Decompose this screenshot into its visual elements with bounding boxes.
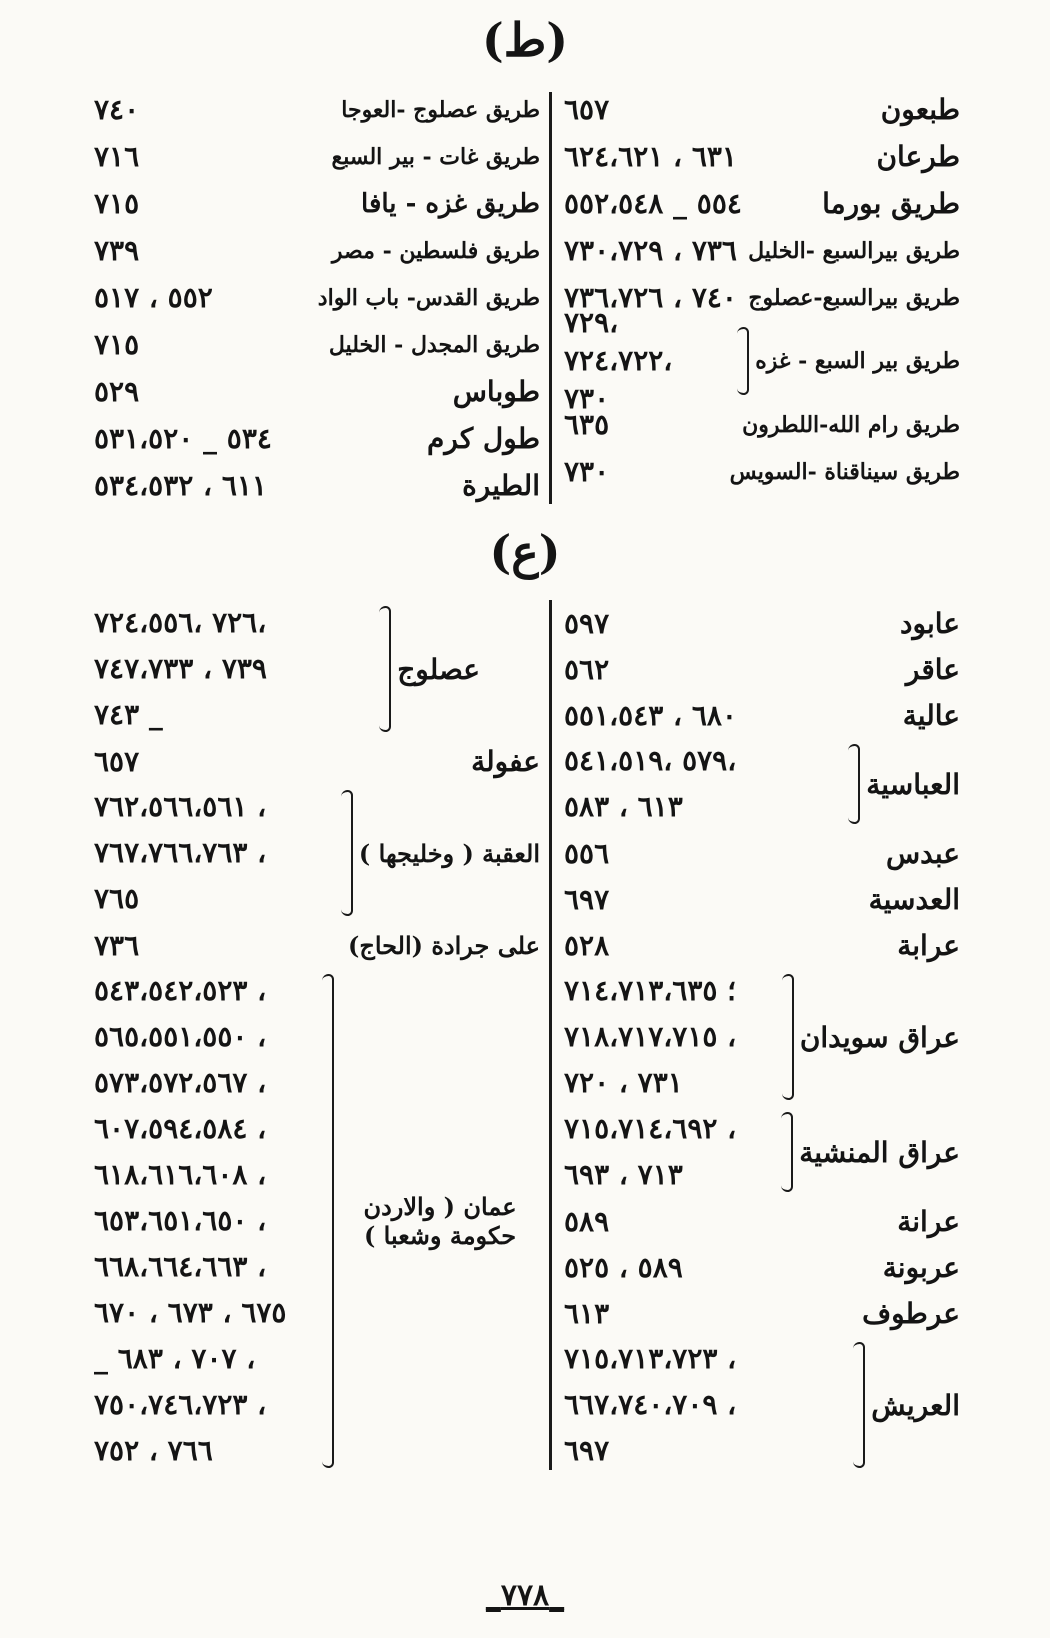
index-pages: ٦١٣ bbox=[564, 1296, 610, 1330]
index-term: عبدس bbox=[885, 836, 960, 870]
brace bbox=[737, 327, 749, 395]
index-pages: _ ٧٤٣ bbox=[94, 698, 163, 731]
index-term: طريق غات - بير السبع bbox=[331, 143, 540, 170]
index-pages: ٥٢٨ bbox=[564, 928, 610, 962]
index-pages: ، ٦٥٣،٦٥١،٦٥٠ bbox=[94, 1204, 267, 1237]
index-pages: ٧٣٦ ، ٧٣٠،٧٢٩ bbox=[564, 234, 737, 267]
index-entry-group bbox=[90, 968, 540, 1474]
index-pages: ، ٦١٨،٦١٦،٦٠٨ bbox=[94, 1158, 267, 1191]
index-term: عفولة bbox=[471, 744, 540, 778]
index-term: عالية bbox=[902, 698, 960, 732]
index-entry-group bbox=[560, 1106, 960, 1198]
index-column-left bbox=[90, 86, 540, 509]
index-entry bbox=[560, 401, 960, 448]
index-term: العباسية bbox=[866, 767, 960, 801]
index-entry bbox=[90, 180, 540, 227]
page-number bbox=[0, 1578, 1050, 1613]
index-term: العقبة ( وخليجها ) bbox=[358, 838, 540, 868]
index-term: عابود bbox=[900, 606, 960, 640]
index-pages: ٧١٥ bbox=[94, 328, 140, 361]
index-term: عرابة bbox=[897, 928, 960, 962]
index-pages: ٧٣٠ bbox=[564, 382, 610, 415]
index-pages: ؛ ٧١٤،٧١٣،٦٣٥ bbox=[564, 974, 737, 1007]
index-pages: ٦٥٧ bbox=[94, 744, 140, 778]
index-entry bbox=[560, 830, 960, 876]
index-entry-group bbox=[90, 600, 540, 738]
index-column-right bbox=[560, 86, 960, 495]
index-entry bbox=[90, 274, 540, 321]
index-entry bbox=[560, 922, 960, 968]
index-pages: ٥٣٤ _ ٥٣١،٥٢٠ bbox=[94, 422, 272, 455]
index-entry bbox=[560, 180, 960, 227]
index-entry bbox=[560, 876, 960, 922]
index-term: طريق سيناقناة -السويس bbox=[729, 458, 960, 485]
index-entry bbox=[560, 86, 960, 133]
index-term: عراق المنشية bbox=[799, 1135, 960, 1169]
index-pages: ، ٧١٨،٧١٧،٧١٥ bbox=[564, 1020, 737, 1053]
index-pages: ٧٣٩ bbox=[94, 234, 140, 267]
index-term: عراق سويدان bbox=[799, 1020, 960, 1054]
index-term: طريق بيرالسبع-عصلوج bbox=[748, 284, 960, 311]
index-entry-group bbox=[90, 784, 540, 922]
index-term: عصلوج bbox=[397, 652, 480, 686]
index-pages: ٦٩٧ bbox=[564, 882, 610, 916]
index-term: الطيرة bbox=[462, 469, 540, 502]
index-term: طريق المجدل - الخليل bbox=[328, 331, 540, 358]
index-entry bbox=[90, 321, 540, 368]
index-pages: ٥٢٩ bbox=[94, 375, 140, 408]
index-term: عمان ( والاردن حكومة وشعبا ) bbox=[363, 1192, 517, 1250]
index-term: طريق غزه - يافا bbox=[361, 188, 540, 219]
index-term: على جرادة (الحاج) bbox=[348, 930, 540, 960]
index-pages: ٦٥٧ bbox=[564, 93, 610, 126]
index-pages: ، ٧١٥،٧١٣،٧٢٣ bbox=[564, 1342, 737, 1375]
index-term: عرانة bbox=[897, 1204, 960, 1238]
brace bbox=[781, 1112, 793, 1192]
index-term: طريق عصلوج -العوجا bbox=[341, 96, 540, 123]
brace bbox=[848, 744, 860, 824]
index-pages: ٦٣٥ bbox=[564, 408, 610, 441]
index-pages: ٥٨٩ bbox=[564, 1204, 610, 1238]
index-entry bbox=[560, 692, 960, 738]
index-pages: ، ٧٥٠،٧٤٦،٧٢٣ bbox=[94, 1388, 267, 1421]
brace bbox=[322, 974, 334, 1468]
index-term: طرعان bbox=[876, 140, 960, 173]
page-number-text: _٧٧٨_ bbox=[485, 1578, 565, 1613]
index-pages: ٥٦٢ bbox=[564, 652, 610, 686]
brace bbox=[853, 1342, 865, 1468]
index-pages: ٦٩٧ bbox=[564, 1434, 610, 1467]
index-entry bbox=[90, 133, 540, 180]
index-pages: ٥٨٩ ، ٥٢٥ bbox=[564, 1250, 683, 1284]
brace bbox=[341, 790, 353, 916]
index-term: طريق بيرالسبع -الخليل bbox=[748, 237, 960, 264]
index-pages: ٦١١ ، ٥٣٤،٥٣٢ bbox=[94, 469, 267, 502]
index-term: عاقر bbox=[905, 652, 960, 686]
index-pages: ، ٥٤٣،٥٤٢،٥٢٣ bbox=[94, 974, 267, 1007]
index-column-left bbox=[90, 600, 540, 1474]
index-pages: ، ٦٦٨،٦٦٤،٦٦٣ bbox=[94, 1250, 267, 1283]
index-pages: ، ٧١٥،٧١٤،٦٩٢ bbox=[564, 1112, 737, 1145]
index-pages: ٧١٣ ، ٦٩٣ bbox=[564, 1158, 683, 1191]
index-pages: ، ٥٦٥،٥٥١،٥٥٠ bbox=[94, 1020, 267, 1053]
index-entry bbox=[90, 227, 540, 274]
index-term: طريق القدس- باب الواد bbox=[317, 284, 540, 311]
index-entry bbox=[560, 1244, 960, 1290]
index-term: طريق فلسطين - مصر bbox=[331, 237, 540, 264]
index-entry bbox=[90, 415, 540, 462]
index-entry bbox=[90, 922, 540, 968]
index-term: طريق بورما bbox=[822, 187, 960, 220]
index-term: طريق رام الله-اللطرون bbox=[742, 411, 960, 438]
index-pages: ٧٣٠ bbox=[564, 455, 610, 488]
index-pages: ٦٨٠ ، ٥٥١،٥٤٣ bbox=[564, 698, 737, 732]
index-pages: ،٧٢٦ ،٧٢٤،٥٥٦ bbox=[94, 606, 267, 639]
index-term: عرطوف bbox=[862, 1296, 960, 1330]
section-letter-ain: (ع) bbox=[489, 525, 561, 579]
index-term: طوباس bbox=[452, 375, 540, 408]
index-entry-group bbox=[560, 738, 960, 830]
section-letter-ta: (ط) bbox=[481, 13, 569, 67]
index-pages: ٧٣٩ ، ٧٤٧،٧٣٣ bbox=[94, 652, 267, 685]
brace bbox=[379, 606, 391, 732]
index-pages: ، ٧٠٧ ، ٦٨٣ _ bbox=[94, 1342, 256, 1375]
index-pages: ٦٧٥ ، ٦٧٣ ، ٦٧٠ bbox=[94, 1296, 287, 1329]
index-term: طول كرم bbox=[427, 422, 540, 455]
index-pages: ، ٧٦٧،٧٦٦،٧٦٣ bbox=[94, 836, 267, 869]
brace bbox=[782, 974, 794, 1100]
index-pages: ٧٤٠ ، ٧٣٦،٧٢٦ bbox=[564, 281, 737, 314]
index-entry bbox=[560, 227, 960, 274]
index-pages: ٧١٥ bbox=[94, 187, 140, 220]
index-entry bbox=[90, 86, 540, 133]
index-entry-group bbox=[560, 968, 960, 1106]
index-pages: ٧٦٦ ، ٧٥٢ bbox=[94, 1434, 213, 1467]
index-pages: ٥٩٧ bbox=[564, 606, 610, 640]
index-entry-group bbox=[560, 1336, 960, 1474]
index-entry bbox=[560, 600, 960, 646]
index-pages: ٥٥٤ _ ٥٥٢،٥٤٨ bbox=[564, 187, 742, 220]
index-term: طبعون bbox=[880, 93, 960, 126]
index-term: العدسية bbox=[868, 882, 960, 916]
index-pages: ،٧٢٩ ،٧٢٤،٧٢٢ bbox=[564, 306, 673, 377]
index-entry bbox=[560, 646, 960, 692]
index-pages: ٥٥٢ ، ٥١٧ bbox=[94, 281, 213, 314]
index-term: طريق بير السبع - غزه bbox=[755, 348, 960, 374]
index-pages: ٦٣١ ، ٦٢٤،٦٢١ bbox=[564, 140, 737, 173]
index-term: عربونة bbox=[882, 1250, 960, 1284]
index-entry bbox=[90, 368, 540, 415]
column-divider bbox=[549, 92, 552, 504]
index-pages: ، ٦٦٧،٧٤٠،٧٠٩ bbox=[564, 1388, 737, 1421]
index-pages: ، ٧٦٢،٥٦٦،٥٦١ bbox=[94, 790, 267, 823]
index-pages: ٧٤٠ bbox=[94, 93, 140, 126]
index-entry-group bbox=[560, 306, 960, 415]
index-pages: ٧٣١ ، ٧٢٠ bbox=[564, 1066, 683, 1099]
index-pages: ٧٣٦ bbox=[94, 928, 140, 962]
index-column-right bbox=[560, 600, 960, 1474]
index-entry bbox=[560, 133, 960, 180]
index-entry bbox=[560, 1290, 960, 1336]
index-entry bbox=[90, 462, 540, 509]
index-pages: ، ٦٠٧،٥٩٤،٥٨٤ bbox=[94, 1112, 267, 1145]
index-term: العريش bbox=[871, 1388, 960, 1422]
index-pages: ٧١٦ bbox=[94, 140, 140, 173]
index-entry bbox=[560, 448, 960, 495]
index-pages: ، ٥٧٣،٥٧٢،٥٦٧ bbox=[94, 1066, 267, 1099]
index-pages: ٥٥٦ bbox=[564, 836, 610, 870]
index-entry bbox=[90, 738, 540, 784]
index-pages: ٦١٣ ، ٥٨٣ bbox=[564, 790, 683, 823]
index-pages: ٧٦٥ bbox=[94, 882, 140, 915]
index-entry bbox=[560, 1198, 960, 1244]
column-divider bbox=[549, 600, 552, 1470]
index-pages: ،٥٧٩ ،٥٤١،٥١٩ bbox=[564, 744, 737, 777]
